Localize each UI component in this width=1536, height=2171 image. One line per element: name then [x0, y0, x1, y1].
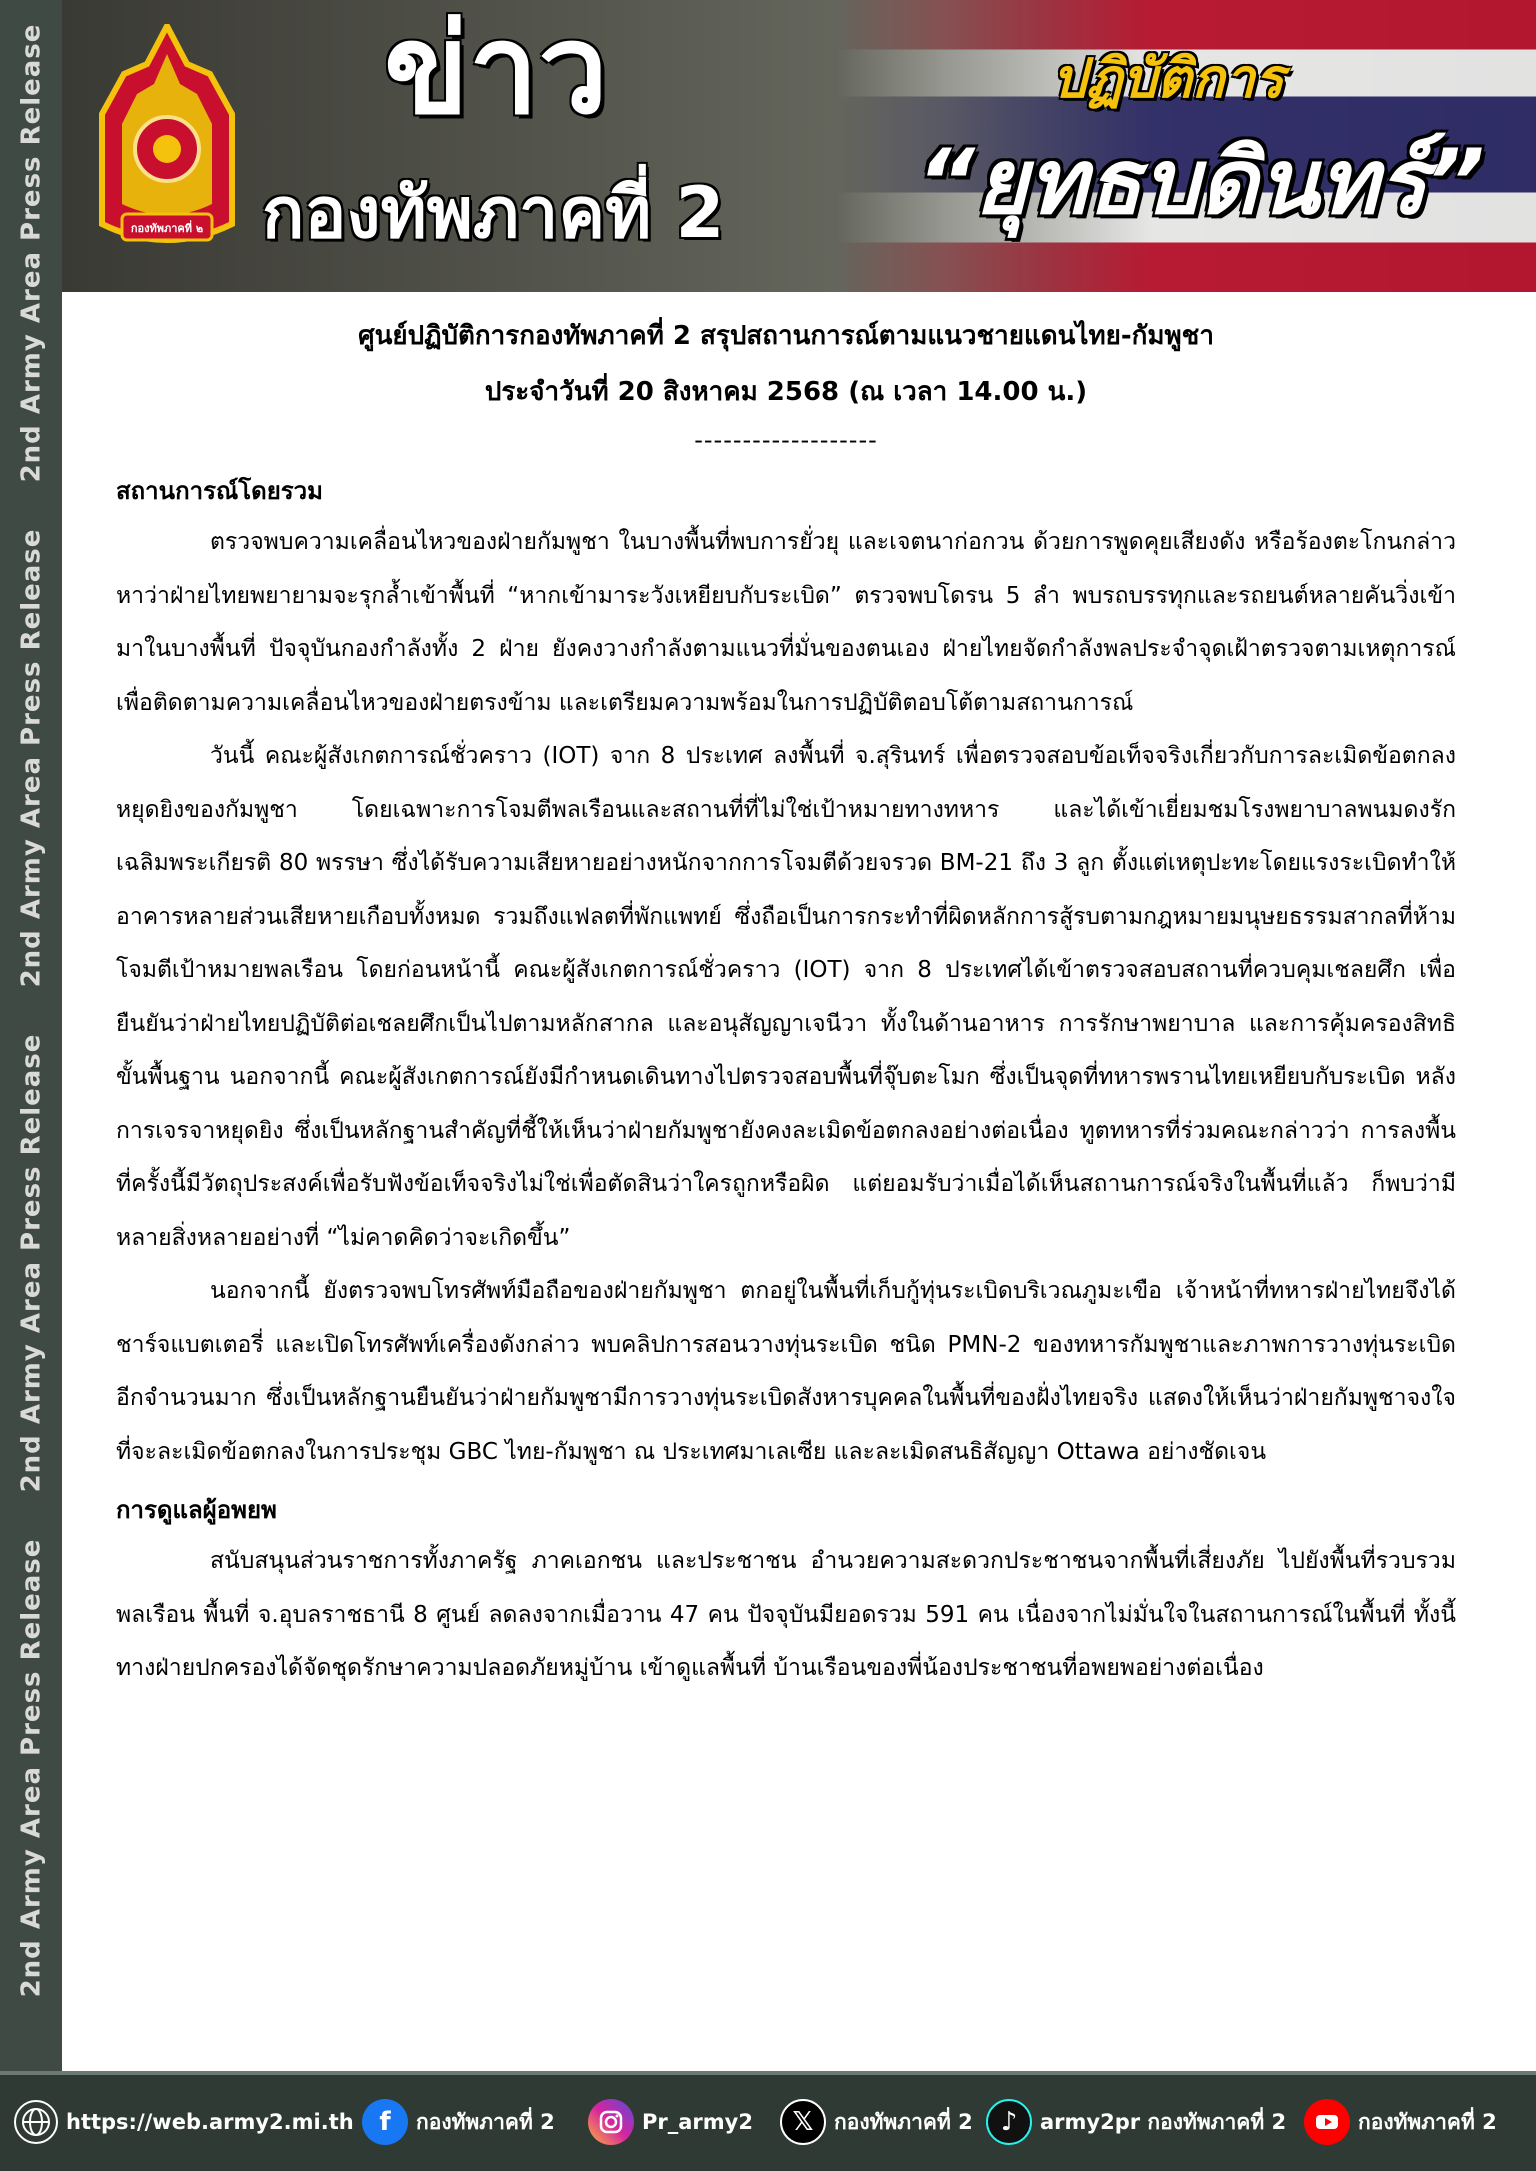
document-title: ศูนย์ปฏิบัติการกองทัพภาคที่ 2 สรุปสถานการณ์ตามแนวชายแดนไทย-กัมพูชา: [358, 321, 1214, 351]
side-strip-label: 2nd Army Area Press Release: [16, 528, 46, 987]
paragraph: สนับสนุนส่วนราชการทั้งภาครัฐ ภาคเอกชน และประชาชน อำนวยความสะดวกประชาชนจากพื้นที่เสี่ยงภัย ไปยังพื้นที่รวบรวมพลเรือน พื้นที่ จ.อุบลราชธานี 8 ศูนย์ ลดลงจากเมื่อวาน 47 คน ปัจจุบันมียอดรวม 591 คน เนื่องจากไม่มั่นใจในสถานการณ์ในพื้นที่ ทั้งนี้ทางฝ่ายปกครองได้จัดชุดรักษาความปลอดภัยหมู่บ้าน เข้าดูแลพื้นที่ บ้านเรือนของพี่น้องประชาชนที่อพยพอย่างต่อเนื่อง: [116, 1548, 1456, 1681]
section-heading-evacuees: การดูแลผู้อพยพ: [116, 1496, 277, 1524]
footer-facebook-link[interactable]: [362, 2098, 555, 2146]
facebook-icon: f: [362, 2099, 408, 2145]
facebook-name: กองทัพภาคที่ 2: [416, 2109, 555, 2134]
paragraph: ตรวจพบความเคลื่อนไหวของฝ่ายกัมพูชา ในบางพื้นที่พบการยั่วยุ และเจตนาก่อกวน ด้วยการพูดคุยเสียงดัง หรือร้องตะโกนกล่าวหาว่าฝ่ายไทยพยายามจะรุกล้ำเข้าพื้นที่ “หากเข้ามาระวังเหยียบกับระเบิด” ตรวจพบโดรน 5 ลำ พบรถบรรทุกและรถยนต์หลายคันวิ่งเข้ามาในบางพื้นที่ ปัจจุบันกองกำลังทั้ง 2 ฝ่าย ยังคงวางกำลังตามแนวที่มั่นของตนเอง ฝ่ายไทยจัดกำลังพลประจำจุดเฝ้าตรวจตามเหตุการณ์ เพื่อติดตามความเคลื่อนไหวของฝ่ายตรงข้าม และเตรียมความพร้อมในการปฏิบัติตอบโต้ตามสถานการณ์: [116, 529, 1456, 716]
paragraph: วันนี้ คณะผู้สังเกตการณ์ชั่วคราว (IOT) จาก 8 ประเทศ ลงพื้นที่ จ.สุรินทร์ เพื่อตรวจสอบข้อเท็จจริงเกี่ยวกับการละเมิดข้อตกลงหยุดยิงของกัมพูชา โดยเฉพาะการโจมตีพลเรือนและสถานที่ที่ไม่ใช่เป้าหมายทางทหาร และได้เข้าเยี่ยมชมโรงพยาบาลพนมดงรัก เฉลิมพระเกียรติ 80 พรรษา ซึ่งได้รับความเสียหายอย่างหนักจากการโจมตีด้วยจรวด BM-21 ถึง 3 ลูก ตั้งแต่เหตุปะทะโดยแรงระเบิดทำให้อาคารหลายส่วนเสียหายเกือบทั้งหมด รวมถึงแฟลตที่พักแพทย์ ซึ่งถือเป็นการกระทำที่ผิดหลักการสู้รบตามกฎหมายมนุษยธรรมสากลที่ห้ามโจมตีเป้าหมายพลเรือน โดยก่อนหน้านี้ คณะผู้สังเกตการณ์ชั่วคราว (IOT) จาก 8 ประเทศได้เข้าตรวจสอบสถานที่ควบคุมเชลยศึก เพื่อยืนยันว่าฝ่ายไทยปฏิบัติต่อเชลยศึกเป็นไปตามหลักสากล และอนุสัญญาเจนีวา ทั้งในด้านอาหาร การรักษาพยาบาล และการคุ้มครองสิทธิขั้นพื้นฐาน นอกจากนี้ คณะผู้สังเกตการณ์ยังมีกำหนดเดินทางไปตรวจสอบพื้นที่จุ๊บตะโมก ซึ่งเป็นจุดที่ทหารพรานไทยเหยียบกับระเบิด หลังการเจรจาหยุดยิง ซึ่งเป็นหลักฐานสำคัญที่ชี้ให้เห็นว่าฝ่ายกัมพูชายังคงละเมิดข้อตกลงอย่างต่อเนื่อง ทูตทหารที่ร่วมคณะกล่าวว่า การลงพื้นที่ครั้งนี้มีวัตถุประสงค์เพื่อรับฟังข้อเท็จจริงไม่ใช่เพื่อตัดสินว่าใครถูกหรือผิด แต่ยอมรับว่าเมื่อได้เห็นสถานการณ์จริงในพื้นที่แล้ว ก็พบว่ามีหลายสิ่งหลายอย่างที่ “ไม่คาดคิดว่าจะเกิดขึ้น”: [116, 743, 1456, 1251]
side-strip-label: 2nd Army Area Press Release: [16, 1538, 46, 1997]
section-heading-overview: สถานการณ์โดยรวม: [116, 477, 323, 505]
x-name: กองทัพภาคที่ 2: [834, 2109, 973, 2134]
footer-youtube-link[interactable]: [1304, 2098, 1497, 2146]
header-banner: [62, 0, 1536, 292]
footer-x-link[interactable]: [780, 2098, 973, 2146]
side-strip-label: 2nd Army Area Press Release: [16, 23, 46, 482]
youtube-name: กองทัพภาคที่ 2: [1358, 2109, 1497, 2134]
footer-website-link[interactable]: [14, 2098, 354, 2146]
www-icon: [14, 2100, 58, 2144]
instagram-icon: [588, 2099, 634, 2145]
instagram-name: Pr_army2: [642, 2110, 753, 2134]
footer-divider: [0, 2071, 1536, 2075]
x-icon: 𝕏: [780, 2099, 826, 2145]
operation-label: ปฏิบัติการ: [1052, 47, 1284, 110]
document-body: [116, 308, 1456, 1696]
tiktok-icon: ♪: [986, 2099, 1032, 2145]
tiktok-name: army2pr กองทัพภาคที่ 2: [1040, 2109, 1287, 2134]
banner-title: ข่าว: [384, 0, 609, 142]
army-emblem-icon: [92, 24, 242, 254]
side-strip-label: 2nd Army Area Press Release: [16, 1033, 46, 1492]
youtube-icon: [1304, 2099, 1350, 2145]
side-strip: [0, 0, 62, 2171]
website-url: https://web.army2.mi.th: [66, 2110, 354, 2134]
document-date: ประจำวันที่ 20 สิงหาคม 2568 (ณ เวลา 14.00 น.): [484, 377, 1088, 407]
divider: -------------------: [694, 426, 878, 454]
operation-name: “ยุทธบดินทร์”: [917, 130, 1485, 235]
footer-tiktok-link[interactable]: [986, 2098, 1286, 2146]
svg-text:กองทัพภาคที่ ๒: กองทัพภาคที่ ๒: [130, 222, 204, 235]
paragraph: นอกจากนี้ ยังตรวจพบโทรศัพท์มือถือของฝ่ายกัมพูชา ตกอยู่ในพื้นที่เก็บกู้ทุ่นระเบิดบริเวณภูมะเขือ เจ้าหน้าที่ทหารฝ่ายไทยจึงได้ชาร์จแบตเตอรี่ และเปิดโทรศัพท์เครื่องดังกล่าว พบคลิปการสอนวางทุ่นระเบิด ชนิด PMN-2 ของทหารกัมพูชาและภาพการวางทุ่นระเบิดอีกจำนวนมาก ซึ่งเป็นหลักฐานยืนยันว่าฝ่ายกัมพูชามีการวางทุ่นระเบิดสังหารบุคคลในพื้นที่ของฝั่งไทยจริง แสดงให้เห็นว่าฝ่ายกัมพูชาจงใจที่จะละเมิดข้อตกลงในการประชุม GBC ไทย-กัมพูชา ณ ประเทศมาเลเซีย และละเมิดสนธิสัญญา Ottawa อย่างชัดเจน: [116, 1278, 1456, 1465]
banner-subtitle: กองทัพภาคที่ 2: [262, 172, 725, 254]
footer-instagram-link[interactable]: [588, 2098, 753, 2146]
